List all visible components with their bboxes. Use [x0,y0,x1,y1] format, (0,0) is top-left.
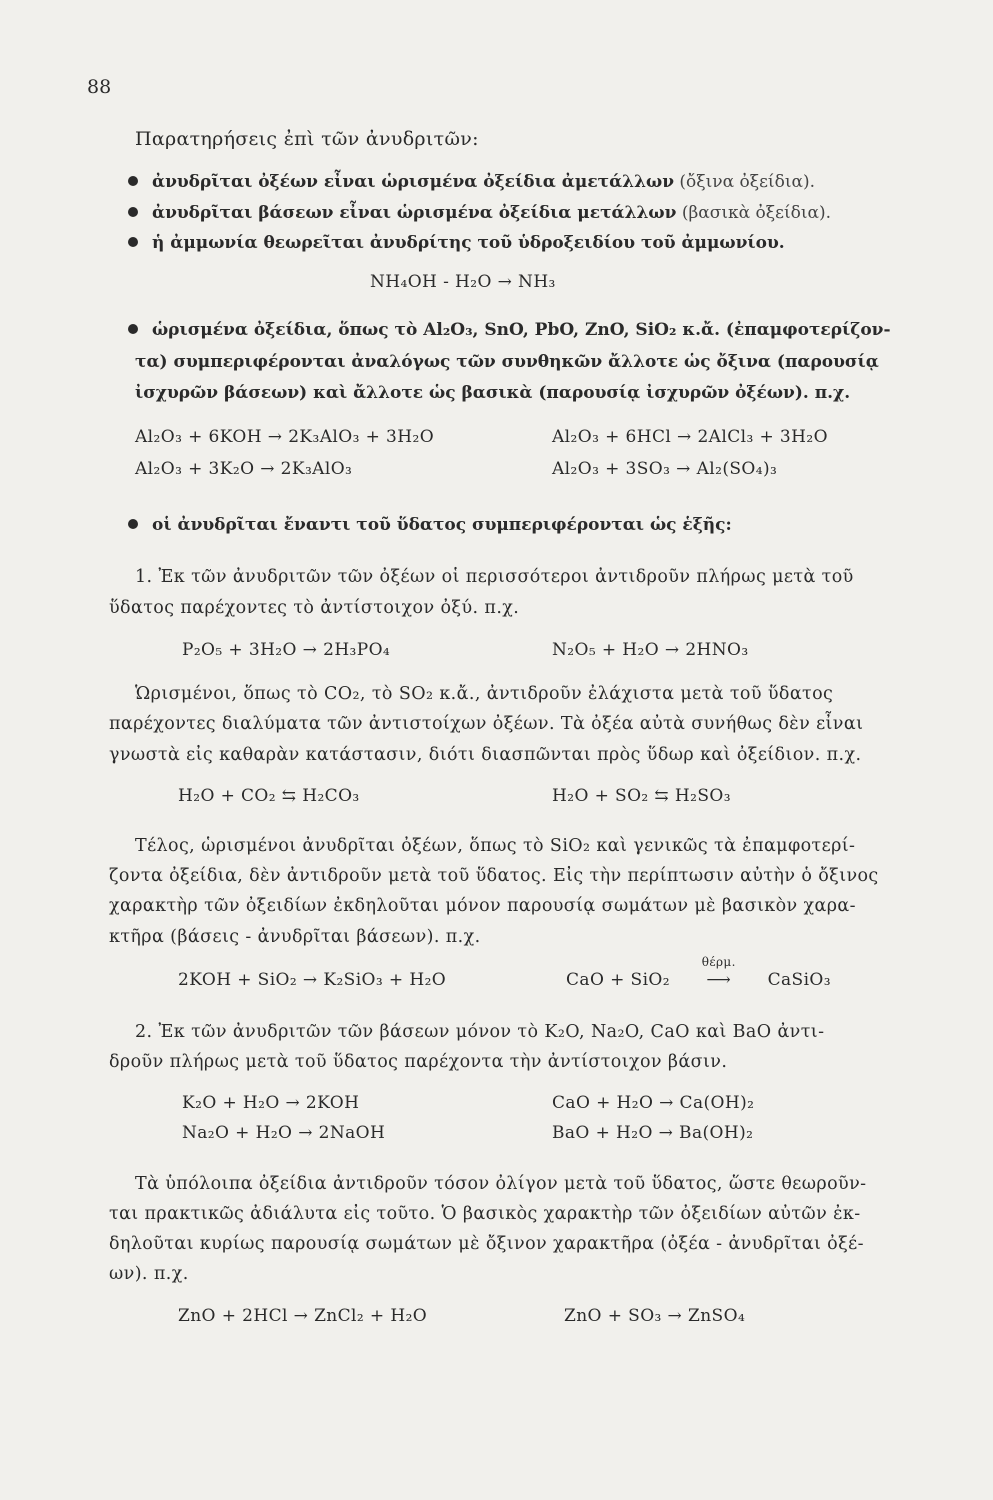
bullet-water-behaviour: οἱ ἀνυδρῖται ἔναντι τοῦ ὕδατος συμπεριφέρονται ὡς ἑξῆς: [128,515,732,535]
para4-line-1: 2. Ἐκ τῶν ἀνυδριτῶν τῶν βάσεων μόνον τὸ K₂O, Na₂O, CaO καὶ BaO ἀντι- [135,1022,825,1042]
equation-n2o5: N₂O₅ + H₂O → 2HNO₃ [552,640,749,660]
equation-al-k2o: Al₂O₃ + 3K₂O → 2K₃AlO₃ [135,459,353,479]
equation-al-so3: Al₂O₃ + 3SO₃ → Al₂(SO₄)₃ [552,459,778,479]
page-number: 88 [87,76,112,98]
equation-so2: H₂O + SO₂ ⇆ H₂SO₃ [552,786,731,806]
bullet-base-anhydrides: ἀνυδρῖται βάσεων εἶναι ὡρισμένα ὀξείδια μετάλλων (βασικὰ ὀξείδια). [128,203,831,223]
bullet-icon [128,207,138,217]
equation-bao: BaO + H₂O → Ba(OH)₂ [552,1123,754,1143]
para2-line-2: παρέχοντες διαλύματα τῶν ἀντιστοίχων ὀξέων. Τὰ ὀξέα αὐτὰ συνήθως δὲν εἶναι [109,714,864,734]
equation-zno-so3: ZnO + SO₃ → ZnSO₄ [564,1306,746,1326]
para5-line-3: δηλοῦται κυρίως παρουσίᾳ σωμάτων μὲ ὄξινον χαρακτῆρα (ὀξέα - ἀνυδρῖται ὀξέ- [109,1234,864,1254]
equation-ammonia: NH₄OH - H₂O → NH₃ [370,272,556,292]
equation-al-koh: Al₂O₃ + 6KOH → 2K₃AlO₃ + 3H₂O [135,427,435,447]
para3-line-2: ζοντα ὀξείδια, δὲν ἀντιδροῦν μετὰ τοῦ ὕδατος. Εἰς τὴν περίπτωσιν αὐτὴν ὁ ὄξινος [109,866,879,886]
amphoteric-line-3: ἰσχυρῶν βάσεων) καὶ ἄλλοτε ὡς βασικὰ (παρουσίᾳ ἰσχυρῶν ὀξέων). π.χ. [135,383,851,403]
equation-cao-sio2: CaO + SiO₂ θέρμ. ⟶ CaSiO₃ [566,955,831,990]
section-heading: Παρατηρήσεις ἐπὶ τῶν ἀνυδριτῶν: [135,128,479,150]
equation-koh-sio2: 2KOH + SiO₂ → K₂SiO₃ + H₂O [178,970,447,990]
para2-line-1: Ὡρισμένοι, ὅπως τὸ CO₂, τὸ SO₂ κ.ἄ., ἀντιδροῦν ἐλάχιστα μετὰ τοῦ ὕδατος [135,684,834,704]
bullet-icon [128,237,138,247]
equation-zno-hcl: ZnO + 2HCl → ZnCl₂ + H₂O [178,1306,428,1326]
para1-line-1: 1. Ἐκ τῶν ἀνυδριτῶν τῶν ὀξέων οἱ περισσότεροι ἀντιδροῦν πλήρως μετὰ τοῦ [135,567,854,587]
para5-line-2: ται πρακτικῶς ἀδιάλυτα εἰς τοῦτο. Ὁ βασικὸς χαρακτὴρ τῶν ὀξειδίων αὐτῶν ἐκ- [109,1204,861,1224]
para4-line-2: δροῦν πλήρως μετὰ τοῦ ὕδατος παρέχοντα τὴν ἀντίστοιχον βάσιν. [109,1052,728,1072]
para3-line-4: κτῆρα (βάσεις - ἀνυδρῖται βάσεων). π.χ. [109,927,481,947]
equation-na2o: Na₂O + H₂O → 2NaOH [182,1123,386,1143]
bullet-icon [128,519,138,529]
para1-line-2: ὕδατος παρέχοντες τὸ ἀντίστοιχον ὀξύ. π.χ. [109,598,520,618]
equation-k2o: K₂O + H₂O → 2KOH [182,1093,360,1113]
bullet-icon [128,176,138,186]
heat-arrow: θέρμ. ⟶ [701,955,736,990]
para2-line-3: γνωστὰ εἰς καθαρὰν κατάστασιν, διότι διασπῶνται πρὸς ὕδωρ καὶ ὀξείδιον. π.χ. [109,745,862,765]
para3-line-3: χαρακτὴρ τῶν ὀξειδίων ἐκδηλοῦται μόνον παρουσίᾳ σωμάτων μὲ βασικὸν χαρα- [109,896,856,916]
amphoteric-line-2: τα) συμπεριφέρονται ἀναλόγως τῶν συνθηκῶν ἄλλοτε ὡς ὄξινα (παρουσίᾳ [135,352,879,372]
bullet-ammonia: ἡ ἀμμωνία θεωρεῖται ἀνυδρίτης τοῦ ὑδροξειδίου τοῦ ἀμμωνίου. [128,233,785,253]
para5-line-4: ων). π.χ. [109,1264,189,1284]
equation-co2: H₂O + CO₂ ⇆ H₂CO₃ [178,786,360,806]
bullet-icon [128,324,138,334]
right-arrow-icon: ⟶ [706,970,732,990]
equation-cao: CaO + H₂O → Ca(OH)₂ [552,1093,755,1113]
para3-line-1: Τέλος, ὡρισμένοι ἀνυδρῖται ὀξέων, ὅπως τὸ SiO₂ καὶ γενικῶς τὰ ἐπαμφοτερί- [135,836,856,856]
equation-p2o5: P₂O₅ + 3H₂O → 2H₃PO₄ [182,640,391,660]
bullet-acid-anhydrides: ἀνυδρῖται ὀξέων εἶναι ὡρισμένα ὀξείδια ἀμετάλλων (ὄξινα ὀξείδια). [128,172,815,192]
equation-al-hcl: Al₂O₃ + 6HCl → 2AlCl₃ + 3H₂O [552,427,828,447]
bullet-amphoteric: ὡρισμένα ὀξείδια, ὅπως τὸ Al₂O₃, SnO, PbO, ZnO, SiO₂ κ.ἄ. (ἐπαμφοτερίζον- [128,320,891,340]
para5-line-1: Τὰ ὑπόλοιπα ὀξείδια ἀντιδροῦν τόσον ὀλίγον μετὰ τοῦ ὕδατος, ὥστε θεωροῦν- [135,1174,867,1194]
